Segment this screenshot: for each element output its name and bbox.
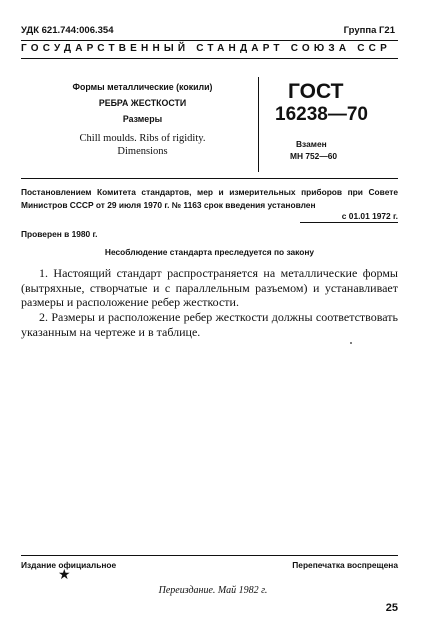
decree-date: с 01.01 1972 г. bbox=[341, 211, 398, 221]
gost-label: ГОСТ bbox=[288, 80, 344, 103]
paragraph-2: 2. Размеры и расположение ребер жесткости должны соответствовать указанным на чертеже и в таблице. bbox=[21, 310, 398, 339]
group-code: Группа Г21 bbox=[343, 25, 395, 36]
replaced-label: Взамен bbox=[296, 139, 327, 149]
udk-code: УДК 621.744:006.354 bbox=[21, 25, 114, 36]
reissue-note: Переиздание. Май 1982 г. bbox=[158, 585, 268, 596]
title-divider bbox=[258, 77, 259, 172]
title-ru-line2: РЕБРА ЖЕСТКОСТИ bbox=[98, 98, 187, 108]
non-observance-note: Несоблюдение стандарта преследуется по закону bbox=[104, 247, 315, 257]
gost-number: 16238—70 bbox=[275, 104, 368, 125]
replaced-standard: МН 752—60 bbox=[290, 151, 338, 161]
decree-text: Постановлением Комитета стандартов, мер и измерительных приборов при Совете Министров СССР от 29 июля 1970 г. № 1163 срок введения установлен bbox=[21, 187, 398, 210]
footer-rule bbox=[21, 555, 398, 556]
page-number: 25 bbox=[385, 602, 398, 614]
checked-note: Проверен в 1980 г. bbox=[21, 229, 98, 239]
header-bottom-rule bbox=[21, 58, 398, 59]
official-edition-label: Издание официальное bbox=[21, 560, 117, 570]
title-ru-line1: Формы металлические (кокили) bbox=[72, 82, 213, 92]
title-en-line1: Chill moulds. Ribs of rigidity. bbox=[79, 133, 206, 144]
top-rule bbox=[21, 40, 398, 41]
speck bbox=[350, 342, 352, 344]
state-standard-heading: ГОСУДАРСТВЕННЫЙ СТАНДАРТ СОЮЗА ССР bbox=[21, 43, 391, 54]
middle-rule bbox=[21, 178, 398, 179]
title-block bbox=[50, 82, 235, 158]
reprint-ban-label: Перепечатка воспрещена bbox=[292, 560, 398, 570]
date-underline bbox=[300, 222, 398, 223]
star-icon: ★ bbox=[58, 568, 71, 583]
title-en-line2: Dimensions bbox=[117, 146, 168, 157]
title-ru-line3: Размеры bbox=[122, 114, 163, 124]
paragraph-1: 1. Настоящий стандарт распространяется на металлические формы (вытряхные, створчатые и с параллельным разъемом) и устанавливает размеры и расположение ребер жесткости. bbox=[21, 266, 398, 309]
